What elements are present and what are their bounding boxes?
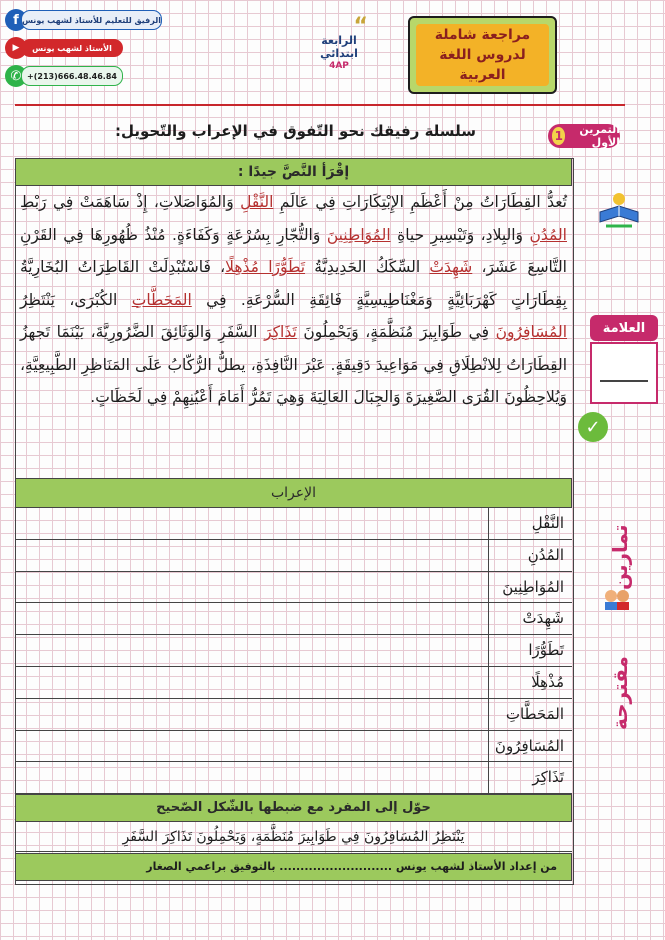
facebook-icon: f bbox=[5, 9, 27, 31]
passage-text: فِي طَوَابِيرَ مُنَظَّمَةٍ، وَيَحْمِلُونَ bbox=[296, 323, 496, 341]
youtube-contact[interactable] bbox=[5, 36, 123, 60]
exercise-badge bbox=[548, 124, 620, 148]
passage-text: السِّكَكُ الحَدِيدِيَّةُ bbox=[305, 258, 430, 276]
parsing-row bbox=[15, 762, 572, 794]
check-icon: ✓ bbox=[578, 412, 608, 442]
passage-text: وَالمُوَاصَلاتِ، إِذْ سَاهَمَتْ فِي رَبْطِ bbox=[20, 193, 241, 211]
whatsapp-icon: ✆ bbox=[5, 65, 27, 87]
whatsapp-label: +(213)666.48.46.84 bbox=[21, 66, 123, 86]
side-vertical-top: تمارين bbox=[608, 524, 632, 590]
passage-text: وَالبِلادِ، وَتَيْسِيرِ حياةِ bbox=[390, 225, 530, 244]
parsing-answer-field[interactable] bbox=[15, 572, 488, 603]
parsing-word: شَهِدَتْ bbox=[488, 603, 572, 634]
reading-instruction: إقْرَأ النَّصَّ جيدًا : bbox=[15, 158, 572, 186]
level-line2: ابتدائي bbox=[320, 47, 358, 60]
parsing-word: المُدُنِ bbox=[488, 540, 572, 571]
footer-bar: من إعداد الأستاذ لشهب يونس ........................... بالتوفيق براعمي الصغار bbox=[15, 853, 572, 881]
parsing-answer-field[interactable] bbox=[15, 699, 488, 730]
book-icon bbox=[596, 188, 642, 230]
parsing-answer-field[interactable] bbox=[15, 731, 488, 762]
level-line1: الرابعة bbox=[321, 34, 357, 47]
passage-text: وَالتُّجّارِ بِسُرْعَةٍ وَكَفَاءَةٍ. مُنْذُ ظُهُورِهَا فِي القَرْنِ التَّاسِعَ عَشَرَ، bbox=[20, 225, 567, 276]
badge-number: 1 bbox=[552, 127, 565, 145]
mark-box[interactable] bbox=[590, 342, 658, 404]
highlighted-word: تَطَوُّرًا مُذْهِلًا bbox=[225, 258, 306, 276]
parsing-title: الإعراب bbox=[15, 478, 572, 508]
parsing-word: تَطَوُّرًا bbox=[488, 635, 572, 666]
parsing-answer-field[interactable] bbox=[15, 667, 488, 698]
title-line3: العربية bbox=[459, 67, 506, 83]
parsing-word: المُوَاطِنِينَ bbox=[488, 572, 572, 603]
parsing-row bbox=[15, 731, 572, 763]
facebook-contact[interactable] bbox=[5, 8, 161, 32]
badge-label: التمرين الأول bbox=[579, 123, 620, 149]
highlighted-word: شَهِدَتْ bbox=[429, 258, 473, 276]
passage-text: السَّفَرِ وَالوَثَائِقَ الضَّرُورِيَّةَ، بَيْنَمَا تَجهزُ القِطَارَاتُ لِلانْطِلَاقِ فِي مَوَاعِيدَ دَقِيقَةٍ. عَبْرَ النَّافِذَةِ، يطلُّ الرُّكّابُ عَلَى المَنَاظِرِ الطَّبِيعِيَّةِ، وَيُلاحِظُونَ القُرَى الصَّغِيرَةَ وَالجِبَالَ العَالِيَةَ وَهِيَ تَمُرُّ أَمَامَ أَعْيُنِهِمْ فِي لَحَظَاتٍ. bbox=[20, 323, 567, 406]
parsing-row bbox=[15, 635, 572, 667]
parsing-row bbox=[15, 603, 572, 635]
reading-passage bbox=[20, 186, 567, 478]
divider-top bbox=[15, 104, 625, 106]
title-line2: لدروس اللغة bbox=[439, 47, 526, 63]
parsing-row bbox=[15, 667, 572, 699]
parsing-row bbox=[15, 572, 572, 604]
parsing-word: مُذْهِلًا bbox=[488, 667, 572, 698]
facebook-label: الرفيق للتعليم للأستاذ لشهب يونس bbox=[21, 10, 162, 30]
parsing-answer-field[interactable] bbox=[15, 540, 488, 571]
youtube-icon: ▶ bbox=[5, 37, 27, 59]
exercise-heading: سلسلة رفيقك نحو التّفوق في الإعراب والتّحويل: bbox=[115, 122, 476, 140]
level-code: 4AP bbox=[329, 61, 349, 71]
level-tag bbox=[310, 14, 368, 80]
parsing-answer-field[interactable] bbox=[15, 508, 488, 539]
passage-text: الكُبْرَى، يَنْتَظِرُ bbox=[20, 290, 132, 309]
passage-text: تُعدُّ القِطَارَاتُ مِنْ أَعْظَمِ الإِبْتِكَارَاتِ فِي عَالَمِ bbox=[273, 193, 568, 211]
highlighted-word: المُوَاطِنِينَ bbox=[326, 225, 391, 244]
quote-open-icon: “ bbox=[353, 14, 368, 39]
parsing-word: المَحَطَّاتِ bbox=[488, 699, 572, 730]
title-box bbox=[408, 16, 557, 94]
parsing-word: النَّقْلِ bbox=[488, 508, 572, 539]
highlighted-word: تَذَاكِرَ bbox=[264, 323, 297, 341]
parsing-word: المُسَافِرُونَ bbox=[488, 731, 572, 762]
side-vertical-bottom: مقترحة bbox=[608, 656, 632, 730]
transform-instruction: حوّل إلى المفرد مع ضبطها بالشّكل الصّحيح bbox=[15, 794, 572, 822]
parsing-answer-field[interactable] bbox=[15, 603, 488, 634]
title-line1: مراجعة شاملة bbox=[434, 27, 531, 43]
title-inner bbox=[416, 24, 549, 86]
parsing-answer-field[interactable] bbox=[15, 762, 488, 793]
mark-line bbox=[600, 380, 648, 382]
highlighted-word: المُدُنِ bbox=[529, 225, 567, 244]
kids-icon bbox=[602, 588, 632, 610]
parsing-row bbox=[15, 540, 572, 572]
highlighted-word: المُسَافِرُونَ bbox=[495, 323, 567, 341]
highlighted-word: النَّقْلِ bbox=[240, 193, 274, 211]
transform-sentence: يَنْتَظِرُ المُسَافِرُونَ فِي طَوَابِيرَ مُنَظَّمَةٍ، وَيَحْمِلُونَ تَذَاكِرَ السَّفَرِ bbox=[15, 822, 572, 852]
parsing-word: تَذَاكِرَ bbox=[488, 762, 572, 793]
passage-text: ، فَاسْتُبْدِلَتْ القَاطِرَاتُ البُخَارِيَّةُ بِقِطَارَاتٍ كَهْرَبَائِيَّةٍ وَمَغْنَاطِيسِيَّةٍ فَائِقَةِ السُّرْعَةِ. فِي bbox=[20, 258, 567, 309]
mark-title: العلامة bbox=[590, 315, 658, 341]
parsing-answer-field[interactable] bbox=[15, 635, 488, 666]
youtube-label: الأستاذ لشهب يونس bbox=[21, 39, 123, 57]
highlighted-word: المَحَطَّاتِ bbox=[131, 290, 192, 309]
whatsapp-contact[interactable] bbox=[5, 64, 123, 88]
parsing-row bbox=[15, 508, 572, 540]
parsing-row bbox=[15, 699, 572, 731]
